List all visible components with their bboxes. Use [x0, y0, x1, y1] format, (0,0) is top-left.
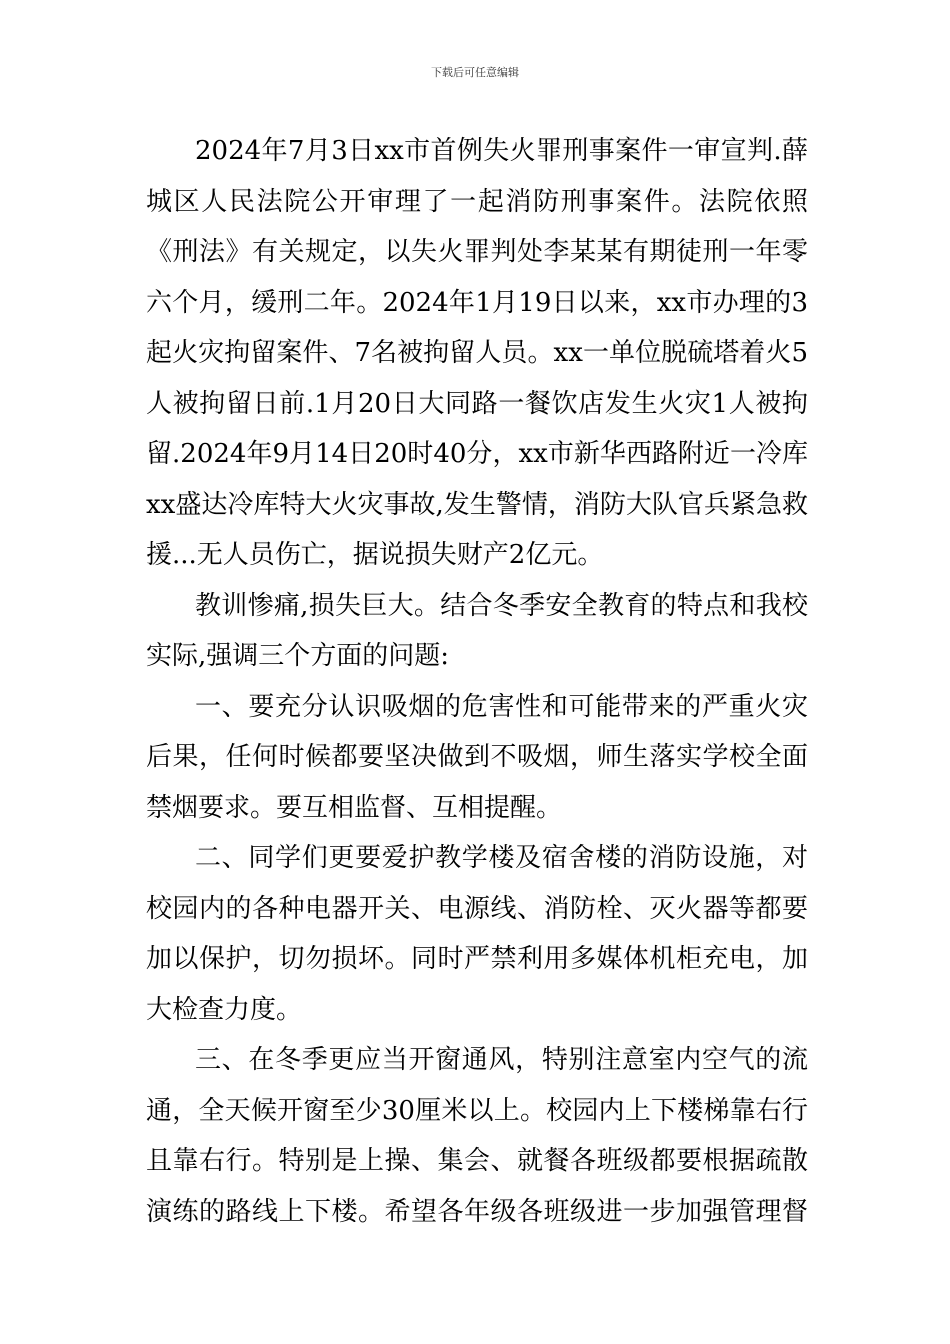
- text-line: 大检查力度。: [146, 994, 303, 1025]
- text-line: 人被拘留日前.1月20日大同路一餐饮店发生火灾1人被拘: [146, 388, 808, 419]
- text-line: 演练的路线上下楼。希望各年级各班级进一步加强管理督: [146, 1196, 808, 1227]
- text-line: 城区人民法院公开审理了一起消防刑事案件。法院依照: [146, 186, 808, 217]
- page-header: 下载后可任意编辑: [431, 66, 519, 79]
- text-line: 禁烟要求。要互相监督、互相提醒。: [146, 792, 563, 823]
- text-line: 教训惨痛,损失巨大。结合冬季安全教育的特点和我校: [195, 590, 808, 621]
- text-line: 加以保护，切勿损坏。同时严禁利用多媒体机柜充电，加: [146, 944, 808, 974]
- text-line: 三、在冬季更应当开窗通风，特别注意室内空气的流: [195, 1045, 808, 1075]
- text-line: 校园内的各种电器开关、电源线、消防栓、灭火器等都要: [146, 893, 808, 924]
- text-line: 后果，任何时候都要坚决做到不吸烟，师生落实学校全面: [146, 742, 808, 772]
- text-line: 《刑法》有关规定，以失火罪判处李某某有期徒刑一年零: [146, 237, 808, 267]
- text-line: 援...无人员伤亡，据说损失财产2亿元。: [146, 540, 604, 570]
- text-line: 通，全天候开窗至少30厘米以上。校园内上下楼梯靠右行: [146, 1095, 808, 1126]
- text-line: 起火灾拘留案件、7名被拘留人员。xx一单位脱硫塔着火5: [146, 338, 808, 368]
- text-line: 二、同学们更要爱护教学楼及宿舍楼的消防设施，对: [195, 843, 808, 873]
- text-line: xx盛达冷库特大火灾事故,发生警情，消防大队官兵紧急救: [146, 489, 808, 520]
- document-body: [146, 131, 808, 1242]
- text-line: 六个月，缓刑二年。2024年1月19日以来，xx市办理的3: [146, 287, 808, 318]
- text-line: 实际,强调三个方面的问题:: [146, 641, 450, 671]
- text-line: 留.2024年9月14日20时40分，xx市新华西路附近一冷库: [146, 439, 808, 469]
- text-line: 一、要充分认识吸烟的危害性和可能带来的严重火灾: [195, 691, 808, 722]
- text-line: 且靠右行。特别是上操、集会、就餐各班级都要根据疏散: [146, 1146, 808, 1176]
- text-line: 2024年7月3日xx市首例失火罪刑事案件一审宣判.薛: [195, 136, 808, 166]
